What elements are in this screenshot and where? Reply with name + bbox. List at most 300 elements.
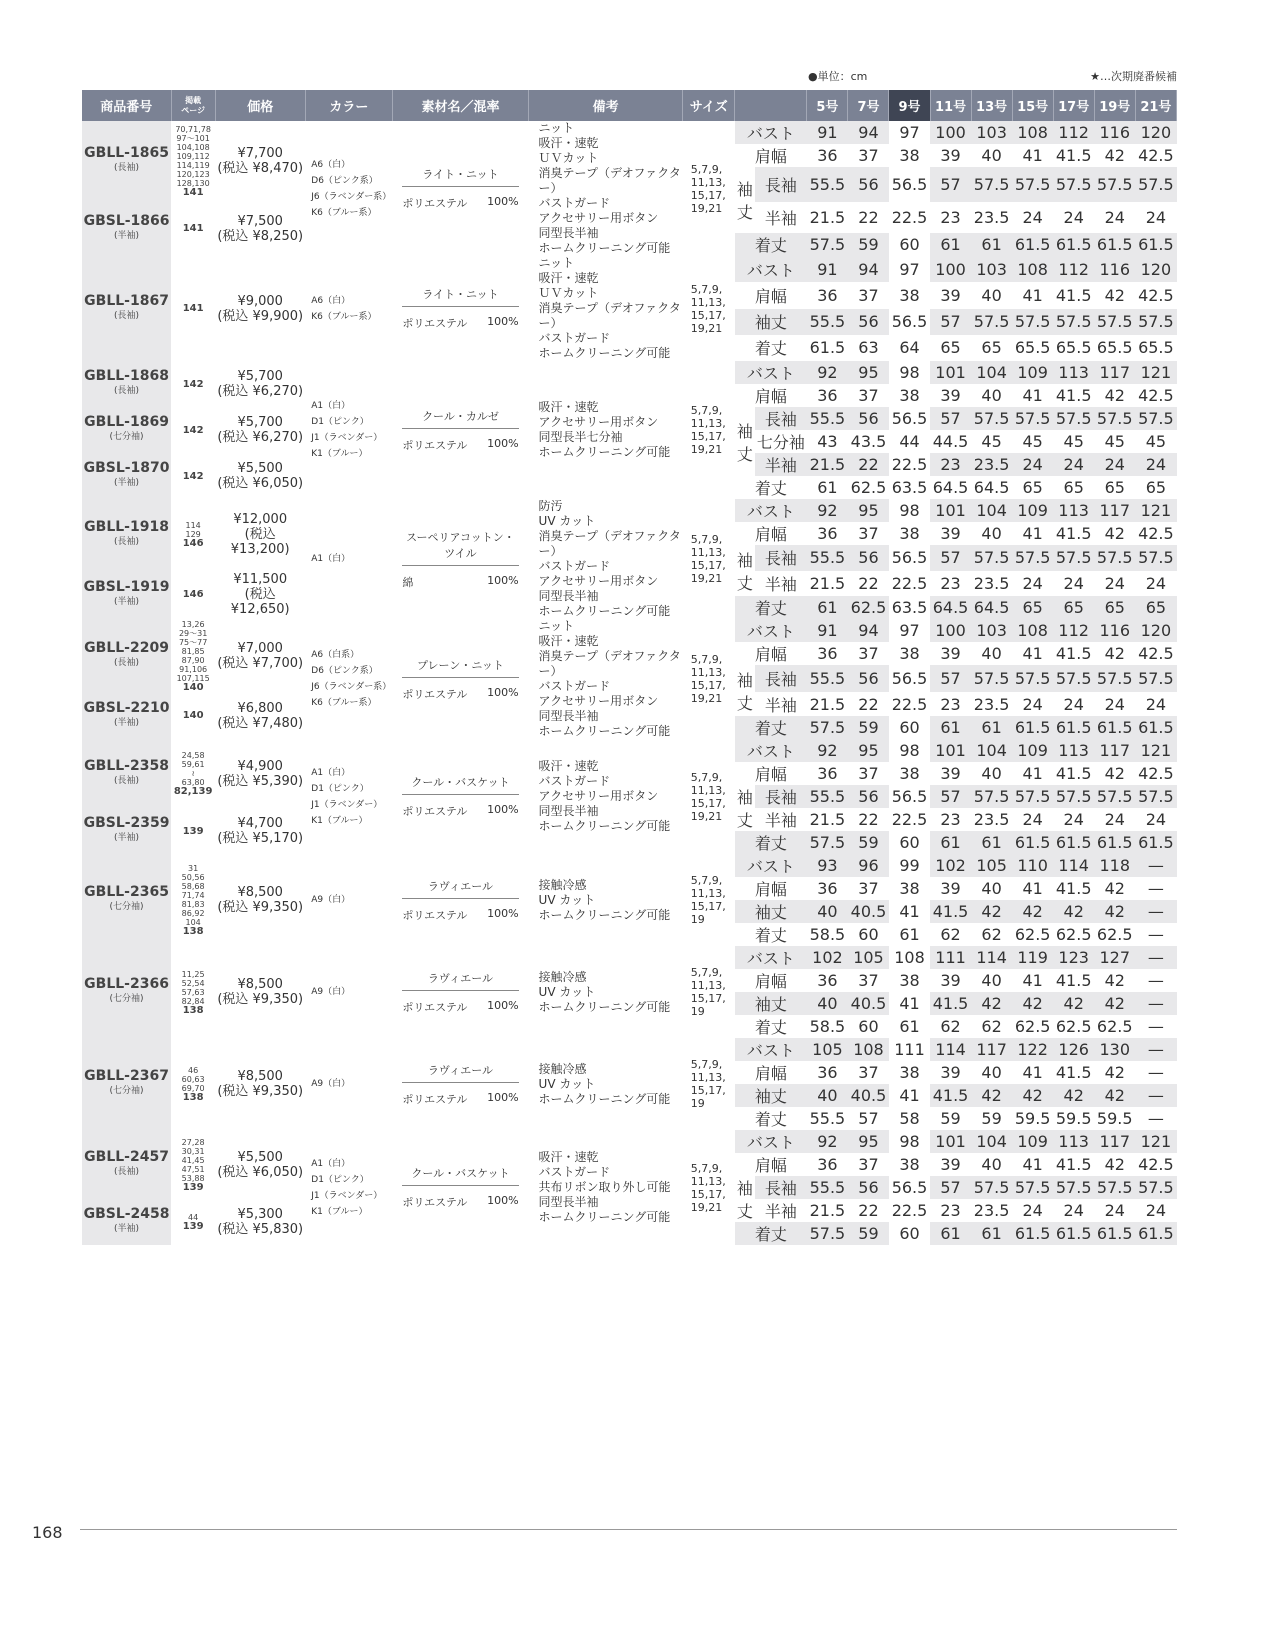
size-range: 5,7,9, bbox=[690, 404, 723, 417]
size-value: 40 bbox=[807, 992, 848, 1015]
measure-label: 肩幅 bbox=[754, 1064, 787, 1083]
size-value: 41.5 bbox=[1055, 524, 1092, 543]
size-range: 11,13, bbox=[690, 175, 726, 189]
size-value: 122 bbox=[1012, 1038, 1053, 1061]
size-value: 57.5 bbox=[807, 831, 848, 854]
page-ref: 50,56 bbox=[181, 873, 205, 882]
size-value: 126 bbox=[1053, 1038, 1094, 1061]
size-value: 65 bbox=[981, 338, 1002, 358]
sleeve-group-label: 袖丈 bbox=[736, 670, 753, 713]
size-value: 24 bbox=[1145, 207, 1167, 227]
measure-label: バスト bbox=[735, 361, 807, 384]
size-value: 57.5 bbox=[1053, 309, 1094, 335]
product-price bbox=[215, 571, 305, 620]
mix-name: ポリエステル bbox=[402, 1000, 468, 1014]
size-value: 56.5 bbox=[891, 669, 928, 688]
measure-label: 肩幅 bbox=[754, 645, 787, 664]
measure-label: 着丈 bbox=[735, 1222, 807, 1245]
mix-name: ポリエステル bbox=[402, 317, 468, 330]
size-value: 42 bbox=[971, 992, 1012, 1015]
page-ref: 86,92 bbox=[181, 909, 205, 918]
size-value: 40 bbox=[981, 386, 1002, 405]
size-row bbox=[82, 1038, 1177, 1061]
size-value: 56.5 bbox=[891, 787, 928, 806]
price-tax: (税込 ¥8,470) bbox=[217, 161, 304, 177]
note-item: ホームクリーニング可能 bbox=[538, 907, 671, 922]
size-range: 11,13, bbox=[690, 417, 726, 430]
product-code bbox=[82, 453, 171, 499]
size-range: 19,21 bbox=[690, 572, 723, 585]
size-value: 58.5 bbox=[809, 925, 846, 944]
size-value: 62.5 bbox=[1096, 1017, 1133, 1036]
product-price bbox=[215, 453, 305, 499]
size-value: 24 bbox=[1104, 810, 1125, 829]
size-range: 5,7,9, bbox=[690, 162, 723, 176]
size-value: 42 bbox=[1104, 146, 1125, 165]
product-sleeve: (半袖) bbox=[114, 1224, 140, 1234]
page-ref: 31 bbox=[188, 864, 199, 873]
product-code-text: GBSL-2210 (半袖) bbox=[82, 701, 171, 731]
product-price bbox=[215, 739, 305, 808]
size-value: 21.5 bbox=[807, 453, 848, 476]
size-range: 15,17, bbox=[690, 188, 726, 202]
size-value: 64 bbox=[899, 338, 920, 358]
size-value: 57 bbox=[930, 309, 971, 335]
note-item: バストガード bbox=[538, 331, 611, 345]
size-value: 36 bbox=[817, 386, 838, 405]
note-item: UV カット bbox=[538, 514, 596, 528]
note-item: バストガード bbox=[538, 196, 611, 210]
color-item: A1（白） bbox=[311, 554, 351, 564]
size-range: 11,13, bbox=[690, 666, 726, 679]
size-value: 59.5 bbox=[1055, 1109, 1092, 1128]
size-value: 38 bbox=[899, 524, 920, 543]
product-pages bbox=[171, 571, 215, 620]
size-value: — bbox=[1135, 854, 1176, 877]
note-item: 吸汗・速乾 bbox=[538, 634, 599, 648]
size-value: 97 bbox=[899, 123, 920, 142]
page-ref: 53,88 bbox=[181, 1173, 205, 1183]
size-value: 108 bbox=[894, 948, 925, 967]
product-code bbox=[82, 619, 171, 692]
size-value: 57.5 bbox=[1135, 167, 1176, 202]
size-value: 37 bbox=[858, 146, 879, 165]
size-value: 63.5 bbox=[891, 598, 928, 617]
size-value: 61.5 bbox=[1094, 831, 1135, 854]
size-value: 108 bbox=[1012, 619, 1053, 642]
note-item: ホームクリーニング可能 bbox=[538, 724, 671, 738]
size-value: 57 bbox=[930, 545, 971, 571]
size-value: 38 bbox=[899, 1063, 920, 1082]
size-value: 65 bbox=[1053, 596, 1094, 619]
notes-cell bbox=[529, 946, 683, 1038]
size-value: 57.5 bbox=[1094, 309, 1135, 335]
product-price bbox=[215, 619, 305, 692]
page-ref: 44 bbox=[188, 1213, 199, 1222]
size-value: 41 bbox=[1022, 1155, 1043, 1174]
size-value: 57.5 bbox=[1135, 1176, 1176, 1199]
size-value: 57.5 bbox=[1135, 785, 1176, 808]
size-value: 42 bbox=[1104, 524, 1125, 543]
page-ref: 104 bbox=[185, 918, 201, 927]
note-item: 同型長半七分袖 bbox=[538, 430, 623, 444]
page-ref-main: 140 bbox=[182, 710, 204, 721]
size-value: 63.5 bbox=[891, 478, 928, 497]
measure-label: 長袖 bbox=[755, 665, 807, 692]
measure-label: 着丈 bbox=[754, 926, 787, 945]
sizes-cell bbox=[683, 1038, 735, 1130]
size-value: 98 bbox=[899, 501, 920, 520]
size-value: 40 bbox=[981, 285, 1002, 305]
size-value: 22.5 bbox=[891, 207, 928, 227]
size-value: 62.5 bbox=[850, 478, 887, 497]
size-value: 116 bbox=[1094, 256, 1135, 282]
size-value: 57.5 bbox=[807, 1222, 848, 1245]
page-ref: 52,54 bbox=[181, 978, 205, 988]
size-value: 39 bbox=[940, 1155, 961, 1174]
size-value: 24 bbox=[1022, 694, 1043, 714]
size-value: 110 bbox=[1012, 854, 1053, 877]
size-value: 23.5 bbox=[973, 810, 1010, 829]
header-pages bbox=[171, 90, 215, 121]
notes-cell bbox=[529, 739, 683, 854]
size-range: 15,17, bbox=[690, 1084, 726, 1097]
size-value: 64.5 bbox=[973, 478, 1010, 497]
size-row bbox=[82, 854, 1177, 877]
size-value: 40.5 bbox=[848, 992, 889, 1015]
size-value: 22 bbox=[858, 1201, 879, 1220]
product-code bbox=[82, 1130, 171, 1199]
product-price bbox=[215, 1038, 305, 1130]
material-mix bbox=[402, 999, 518, 1015]
size-value: 39 bbox=[940, 644, 961, 663]
price-value: ¥5,500 bbox=[237, 1149, 283, 1165]
header-cell: サイズ bbox=[683, 90, 735, 121]
size-value: 120 bbox=[1135, 121, 1176, 144]
product-sleeve: (七分袖) bbox=[109, 902, 144, 912]
size-value: 42 bbox=[1053, 900, 1094, 923]
size-value: — bbox=[1135, 1038, 1176, 1061]
measure-label: 肩幅 bbox=[754, 972, 787, 991]
measure-label: バスト bbox=[735, 619, 807, 642]
product-code-text: GBLL-1918 (長袖) bbox=[82, 520, 171, 550]
size-value: 40 bbox=[981, 764, 1002, 783]
size-range: 5,7,9, bbox=[690, 966, 723, 979]
size-value: 101 bbox=[930, 499, 971, 522]
note-item: アクセサリー用ボタン bbox=[538, 694, 659, 708]
size-value: 98 bbox=[899, 363, 920, 382]
measure-label: 長袖 bbox=[755, 785, 807, 808]
size-value: 41 bbox=[1022, 971, 1043, 990]
material-cell bbox=[392, 739, 528, 854]
size-value: 42 bbox=[1104, 285, 1125, 305]
page-ref-main: 146 bbox=[182, 589, 204, 601]
page-ref: 27,28 bbox=[181, 1137, 205, 1147]
measure-label: 肩幅 bbox=[754, 765, 787, 784]
size-value: 40 bbox=[807, 1084, 848, 1107]
size-value: 65.5 bbox=[1014, 338, 1051, 358]
measure-label: 半袖 bbox=[755, 453, 807, 476]
material-cell bbox=[392, 256, 528, 361]
product-price bbox=[215, 499, 305, 571]
price-value: ¥7,000 bbox=[237, 640, 283, 656]
size-value: 100 bbox=[930, 256, 971, 282]
size-value: 22 bbox=[858, 207, 879, 227]
size-value: 65 bbox=[1135, 596, 1176, 619]
size-value: 24 bbox=[1145, 573, 1167, 593]
size-value: 45 bbox=[981, 432, 1002, 451]
size-value: 65 bbox=[1094, 596, 1135, 619]
size-value: 121 bbox=[1135, 499, 1176, 522]
size-value: 59 bbox=[848, 831, 889, 854]
unit-note: ●単位：cm bbox=[808, 70, 868, 83]
size-value: 42 bbox=[1094, 1084, 1135, 1107]
colors-cell bbox=[305, 256, 392, 361]
size-value: 36 bbox=[817, 285, 838, 305]
mix-percent: 100% bbox=[487, 803, 519, 816]
note-item: 吸汗・速乾 bbox=[538, 1150, 599, 1164]
size-value: — bbox=[1147, 1109, 1164, 1128]
mix-percent: 100% bbox=[487, 573, 519, 587]
size-value: 57.5 bbox=[971, 665, 1012, 692]
note-item: 消臭テープ（デオファクター） bbox=[538, 649, 681, 678]
colors-cell bbox=[305, 619, 392, 739]
page-ref: 30,31 bbox=[181, 1146, 205, 1156]
size-value: 21.5 bbox=[809, 573, 846, 593]
size-value: 109 bbox=[1012, 361, 1053, 384]
size-value: 36 bbox=[817, 971, 838, 990]
material-name: ライト・ニット bbox=[402, 286, 518, 307]
measure-label: 肩幅 bbox=[754, 286, 787, 306]
note-item: 同型長半袖 bbox=[538, 1195, 599, 1209]
product-pages bbox=[171, 692, 215, 739]
product-pages bbox=[171, 256, 215, 361]
measure-label: バスト bbox=[735, 121, 807, 144]
product-code-text: GBSL-1866 (半袖) bbox=[82, 214, 171, 244]
page-ref: 57,63 bbox=[181, 987, 205, 997]
product-code-text: GBLL-2358 (長袖) bbox=[82, 759, 171, 789]
note-item: バストガード bbox=[538, 774, 611, 788]
size-value: 22.5 bbox=[891, 810, 928, 829]
size-value: 42 bbox=[1104, 764, 1125, 783]
mix-percent: 100% bbox=[487, 1194, 519, 1207]
size-value: 113 bbox=[1053, 361, 1094, 384]
price-tax: (税込 ¥12,650) bbox=[230, 587, 290, 618]
measure-label: バスト bbox=[735, 854, 807, 877]
header-spacer bbox=[735, 90, 807, 121]
size-value: 57.5 bbox=[807, 716, 848, 739]
size-value: 91 bbox=[807, 121, 848, 144]
material-cell bbox=[392, 499, 528, 619]
material-mix bbox=[402, 803, 518, 819]
note-item: アクセサリー用ボタン bbox=[538, 574, 659, 588]
size-value: 40 bbox=[981, 644, 1002, 663]
size-value: 102 bbox=[930, 854, 971, 877]
size-range: 5,7,9, bbox=[690, 1058, 723, 1071]
note-item: 接触冷感 bbox=[538, 877, 587, 892]
size-value: 61.5 bbox=[1053, 831, 1094, 854]
size-value: 42 bbox=[1053, 992, 1094, 1015]
page-number: 168 bbox=[32, 1523, 63, 1542]
measure-label: バスト bbox=[735, 256, 807, 282]
size-value: 42.5 bbox=[1138, 285, 1174, 305]
product-code-text: GBLL-1869 (七分袖) bbox=[82, 415, 171, 445]
note-item: 接触冷感 bbox=[538, 969, 587, 984]
size-value: 61 bbox=[971, 716, 1012, 739]
measure-label: 袖丈 bbox=[735, 309, 807, 335]
size-value: 116 bbox=[1094, 619, 1135, 642]
size-value: 101 bbox=[930, 361, 971, 384]
product-sleeve: (七分袖) bbox=[109, 432, 144, 442]
size-value: — bbox=[1135, 900, 1176, 923]
size-value: 59 bbox=[848, 1222, 889, 1245]
size-value: 45 bbox=[1063, 432, 1084, 451]
material-name: ライト・ニット bbox=[402, 166, 518, 187]
size-value: 38 bbox=[899, 644, 920, 663]
mix-percent: 100% bbox=[487, 315, 519, 328]
size-value: 22 bbox=[858, 573, 879, 593]
sleeve-group-label: 袖丈 bbox=[736, 421, 753, 464]
measure-label: 肩幅 bbox=[754, 880, 787, 899]
size-range: 19,21 bbox=[690, 809, 723, 823]
size-value: 41 bbox=[1022, 146, 1043, 165]
size-range: 15,17, bbox=[690, 559, 726, 572]
size-value: 23 bbox=[940, 810, 961, 829]
size-value: 41.5 bbox=[930, 992, 971, 1015]
mix-name: ポリエステル bbox=[402, 438, 468, 452]
size-value: 121 bbox=[1135, 739, 1176, 762]
size-value: 23 bbox=[940, 573, 961, 593]
sizes-cell bbox=[683, 854, 735, 946]
size-value: 113 bbox=[1053, 1130, 1094, 1153]
material-cell bbox=[392, 854, 528, 946]
note-item: UV カット bbox=[538, 892, 596, 907]
size-value: 93 bbox=[807, 854, 848, 877]
material-cell bbox=[392, 946, 528, 1038]
page-ref: 81,85 bbox=[181, 646, 205, 656]
size-value: 57 bbox=[858, 1109, 879, 1128]
size-value: 42 bbox=[1012, 1084, 1053, 1107]
page-ref-main: 141 bbox=[182, 187, 204, 199]
size-range: 11,13, bbox=[690, 546, 726, 559]
size-value: 57.5 bbox=[971, 407, 1012, 430]
measure-label: 肩幅 bbox=[754, 1156, 787, 1175]
page-ref: 24,58 bbox=[181, 751, 205, 760]
size-value: 62.5 bbox=[1014, 1017, 1051, 1036]
size-value: 58.5 bbox=[809, 1017, 846, 1036]
color-item: A1（白） bbox=[311, 767, 351, 778]
product-code-text: GBLL-2209 (長袖) bbox=[82, 641, 171, 671]
size-value: 61 bbox=[971, 1222, 1012, 1245]
measure-label: 半袖 bbox=[764, 811, 797, 830]
mix-name: ポリエステル bbox=[402, 908, 468, 922]
price-value: ¥5,700 bbox=[237, 415, 283, 430]
product-code-text: GBLL-2365 (七分袖) bbox=[82, 885, 171, 915]
colors-cell bbox=[305, 1038, 392, 1130]
header-pages-line1: 掲載 bbox=[185, 95, 202, 105]
mix-name: ポリエステル bbox=[402, 197, 468, 210]
size-value: 37 bbox=[858, 764, 879, 783]
note-item: 共布リボン取り外し可能 bbox=[538, 1180, 671, 1194]
size-value: 57.5 bbox=[1094, 785, 1135, 808]
material-mix bbox=[402, 437, 518, 453]
size-range: 5,7,9, bbox=[690, 653, 723, 666]
color-item: K1（ブルー） bbox=[311, 449, 368, 459]
product-sleeve: (半袖) bbox=[114, 230, 140, 241]
size-value: 98 bbox=[899, 741, 920, 760]
size-value: 117 bbox=[1094, 361, 1135, 384]
size-value: 24 bbox=[1104, 1201, 1125, 1220]
size-value: 65 bbox=[1145, 478, 1167, 497]
product-price bbox=[215, 256, 305, 361]
size-row bbox=[82, 619, 1177, 642]
size-value: 41 bbox=[899, 1086, 920, 1105]
price-value: ¥8,500 bbox=[237, 885, 283, 900]
size-value: 39 bbox=[940, 879, 961, 898]
size-value: 105 bbox=[848, 946, 889, 969]
notes-cell bbox=[529, 1038, 683, 1130]
product-sleeve: (半袖) bbox=[114, 596, 140, 607]
size-value: 60 bbox=[899, 718, 920, 737]
size-value: 40 bbox=[981, 1063, 1002, 1082]
note-item: バストガード bbox=[538, 559, 611, 573]
size-value: — bbox=[1135, 992, 1176, 1015]
sizes-cell bbox=[683, 121, 735, 256]
size-value: 57 bbox=[930, 167, 971, 202]
product-price bbox=[215, 1130, 305, 1199]
sleeve-group-label: 袖丈 bbox=[736, 1179, 753, 1221]
size-value: 117 bbox=[1094, 499, 1135, 522]
price-tax: (税込 ¥5,390) bbox=[217, 773, 304, 789]
price-tax: (税込 ¥13,200) bbox=[230, 527, 290, 558]
size-range: 15,17, bbox=[690, 796, 726, 810]
size-range: 5,7,9, bbox=[690, 282, 723, 296]
color-item: J1（ラベンダー） bbox=[311, 433, 383, 443]
material-cell bbox=[392, 1130, 528, 1245]
size-value: 40.5 bbox=[848, 900, 889, 923]
page-ref: 114,119 bbox=[176, 161, 210, 171]
product-pages bbox=[171, 1199, 215, 1245]
size-value: 42 bbox=[1012, 992, 1053, 1015]
measure-label: 肩幅 bbox=[754, 525, 787, 544]
page-ref: 63,80 bbox=[181, 778, 205, 787]
page-ref-main: 141 bbox=[182, 303, 204, 314]
sleeve-group-label: 袖丈 bbox=[736, 788, 753, 830]
size-value: 94 bbox=[848, 619, 889, 642]
measure-label: 袖丈 bbox=[735, 992, 807, 1015]
size-value: 41.5 bbox=[1055, 879, 1092, 898]
size-value: 24 bbox=[1063, 694, 1084, 714]
size-value: 130 bbox=[1094, 1038, 1135, 1061]
material-cell bbox=[392, 361, 528, 499]
measure-label: バスト bbox=[735, 946, 807, 969]
size-value: 62.5 bbox=[1096, 925, 1133, 944]
size-value: 103 bbox=[971, 256, 1012, 282]
header-cell: 9号 bbox=[889, 90, 930, 121]
size-value: 23 bbox=[930, 453, 971, 476]
size-value: 42 bbox=[1053, 1084, 1094, 1107]
size-value: 41 bbox=[1022, 644, 1043, 663]
size-value: 24 bbox=[1135, 453, 1176, 476]
size-value: 57 bbox=[930, 785, 971, 808]
size-value: 61 bbox=[930, 831, 971, 854]
size-value: 37 bbox=[858, 879, 879, 898]
size-value: 57.5 bbox=[1012, 1176, 1053, 1199]
size-value: 117 bbox=[971, 1038, 1012, 1061]
size-row bbox=[82, 499, 1177, 522]
measure-label: 肩幅 bbox=[754, 387, 787, 406]
size-value: 105 bbox=[971, 854, 1012, 877]
